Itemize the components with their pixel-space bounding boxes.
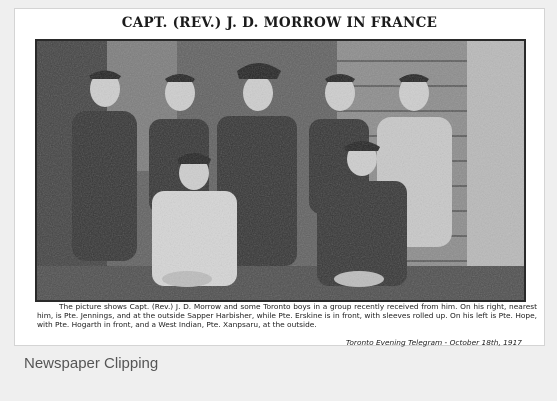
group-photograph[interactable] (35, 39, 526, 302)
photograph-image (37, 41, 524, 300)
photo-caption: The picture shows Capt. (Rev.) J. D. Morrow and some Toronto boys in a group recently received from him. On his right, nearest him, is Pte. Jennings, and at the outside Sapper Harbisher, while Pte. Erskine is in front, with sleeves rolled up. On his left is Pte. Hope, with Pte. Hogarth in front, and a West Indian, Pte. Xanpsaru, at the outside. (37, 302, 537, 329)
image-label: Newspaper Clipping (24, 355, 159, 372)
newspaper-clipping (14, 8, 545, 346)
source-credit: Toronto Evening Telegram - October 18th, 1917 (345, 338, 522, 347)
clipping-headline: CAPT. (REV.) J. D. MORROW IN FRANCE (121, 15, 438, 31)
